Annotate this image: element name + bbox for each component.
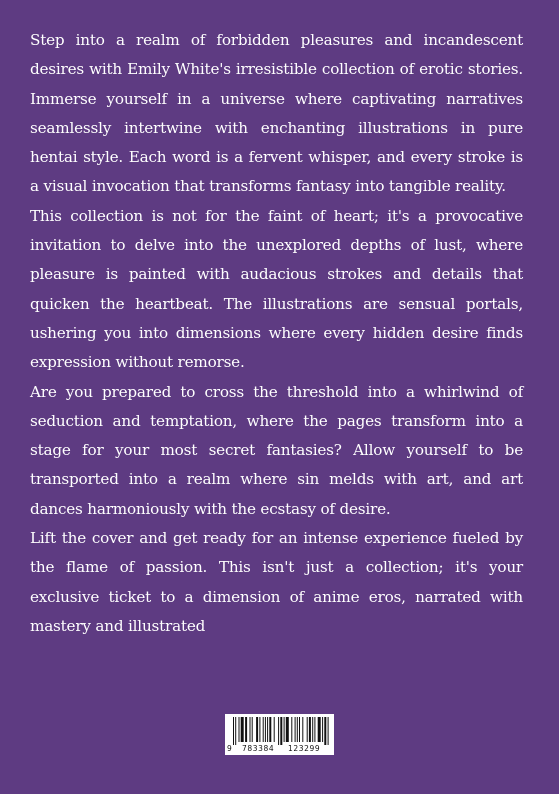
barcode-bar [318, 717, 321, 742]
barcode-bar [297, 717, 298, 742]
barcode-bar [263, 717, 264, 742]
barcode-bar [259, 717, 260, 742]
barcode-bar [250, 717, 251, 742]
isbn-barcode [225, 714, 334, 755]
barcode-bar [309, 717, 311, 742]
barcode-bar [274, 717, 275, 742]
barcode-bar [286, 717, 289, 742]
barcode-bar [307, 717, 308, 742]
barcode-bar [265, 717, 266, 742]
barcode-bar [245, 717, 247, 742]
barcode-bar [322, 717, 323, 742]
barcode-bar [252, 717, 253, 742]
barcode-bar [314, 717, 315, 742]
barcode-bar [241, 717, 244, 742]
barcode-bar [233, 717, 234, 745]
barcode-bar [302, 717, 303, 742]
barcode-left-digits: 783384 [242, 744, 275, 753]
barcode-right-digits: 123299 [288, 744, 321, 753]
barcode-bar [299, 717, 300, 742]
blurb-paragraph: Are you prepared to cross the threshold into a whirlwind of seduction and temptation, where the pages transform into a stage for your most secret fantasies? Allow yourself to be transported into a realm where sin melds with art, and art dances harmoniously with the ecstasy of desire. [30, 382, 523, 518]
barcode-bar [269, 717, 271, 742]
barcode-number [225, 743, 334, 755]
back-cover-blurb [30, 26, 523, 635]
barcode-bar [267, 717, 268, 742]
barcode-bar [312, 717, 313, 742]
barcode-bar [280, 717, 282, 745]
blurb-paragraph: Step into a realm of forbidden pleasures and incandescent desires with Emily White's irresistible collection of erotic stories. Immerse yourself in a universe where captivating narratives seamlessly intertwine with enchanting illustrations in pure hentai style. Each word is a fervent whisper, and every stroke is a visual invocation that transforms fantasy into tangible reality. [30, 31, 523, 196]
barcode-bar [328, 717, 329, 745]
barcode-bar [324, 717, 326, 745]
barcode-first-digit: 9 [227, 744, 232, 753]
blurb-paragraph: This collection is not for the faint of heart; it's a provocative invitation to delve into the unexplored depths of lust, where pleasure is painted with audacious strokes and details that quicken the heartbeat. The illustrations are sensual portals, ushering you into dimensions where every hidden desire finds expression without remorse. [30, 206, 523, 372]
barcode-bar [295, 717, 296, 742]
blurb-paragraph: Lift the cover and get ready for an intense experience fueled by the flame of passion. This isn't just a collection; it's your exclusive ticket to a dimension of anime eros, narrated with mastery and illustrated [30, 529, 523, 635]
barcode-bar [278, 717, 279, 745]
barcode-bar [239, 717, 240, 742]
barcode-bar [235, 717, 236, 745]
barcode-bar [284, 717, 285, 742]
barcode-bar [291, 717, 292, 742]
barcode-bar [256, 717, 258, 742]
